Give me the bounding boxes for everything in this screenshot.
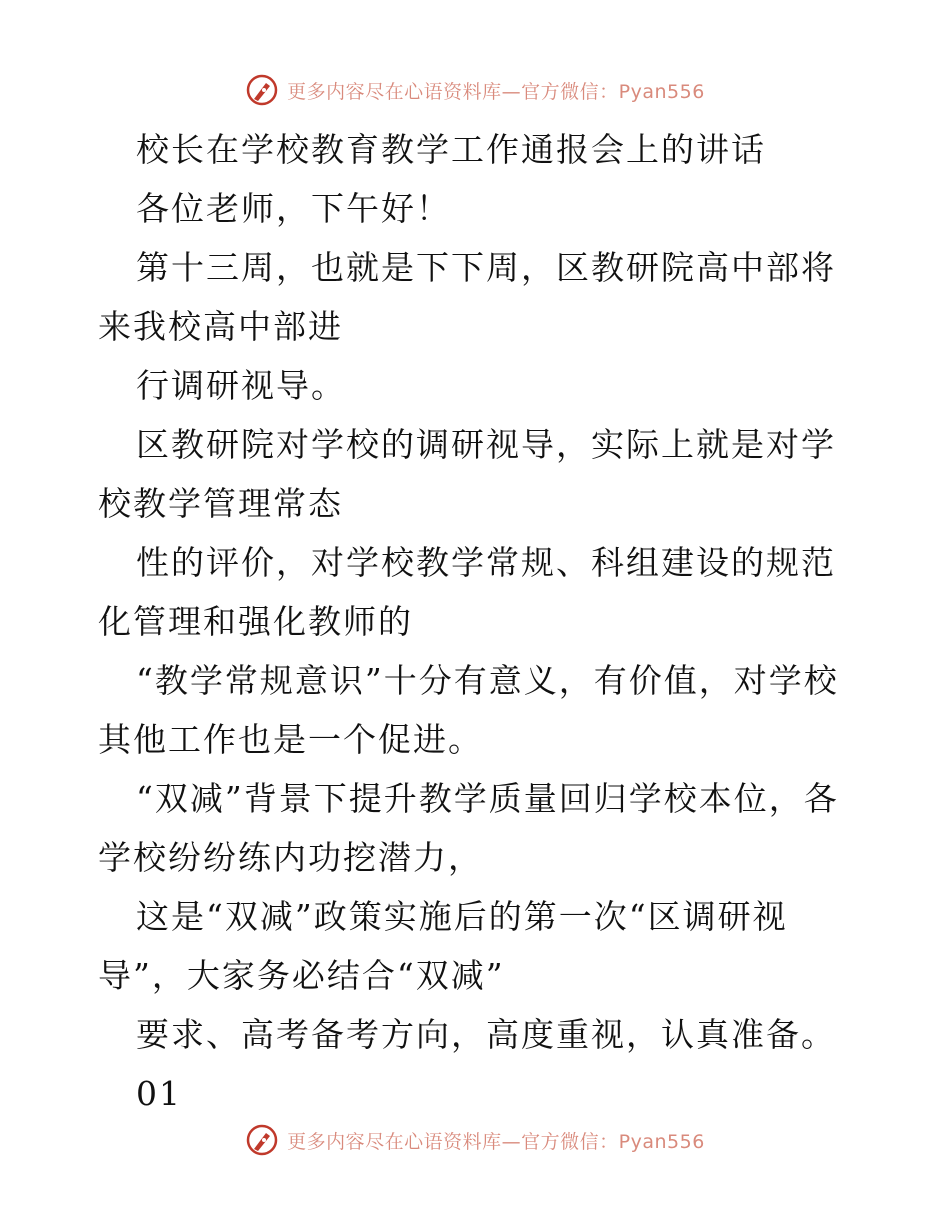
paragraph: 要求、高考备考方向，高度重视，认真准备。 bbox=[136, 1015, 836, 1054]
pen-nib-circle-icon bbox=[245, 73, 279, 107]
document-title: 校长在学校教育教学工作通报会上的讲话 bbox=[136, 130, 766, 169]
watermark-text: 更多内容尽在心语资料库—官方微信：Pyan556 bbox=[287, 1130, 705, 1153]
watermark-text: 更多内容尽在心语资料库—官方微信：Pyan556 bbox=[287, 80, 705, 103]
document-body bbox=[98, 120, 858, 1123]
section-number: 01 bbox=[136, 1074, 182, 1113]
paragraph: 行调研视导。 bbox=[136, 366, 346, 405]
paragraph: 第十三周，也就是下下周，区教研院高中部将来我校高中部进 bbox=[98, 248, 836, 346]
greeting: 各位老师，下午好！ bbox=[136, 189, 451, 228]
watermark-header bbox=[0, 70, 950, 110]
paragraph: “教学常规意识”十分有意义，有价值，对学校其他工作也是一个促进。 bbox=[98, 661, 839, 759]
paragraph: 性的评价，对学校教学常规、科组建设的规范化管理和强化教师的 bbox=[98, 543, 836, 641]
paragraph: 区教研院对学校的调研视导，实际上就是对学校教学管理常态 bbox=[98, 425, 836, 523]
watermark-footer bbox=[0, 1120, 950, 1160]
paragraph: 这是“双减”政策实施后的第一次“区调研视导”，大家务必结合“双减” bbox=[98, 897, 788, 995]
paragraph: “双减”背景下提升教学质量回归学校本位，各学校纷纷练内功挖潜力， bbox=[98, 779, 839, 877]
pen-nib-circle-icon bbox=[245, 1123, 279, 1157]
